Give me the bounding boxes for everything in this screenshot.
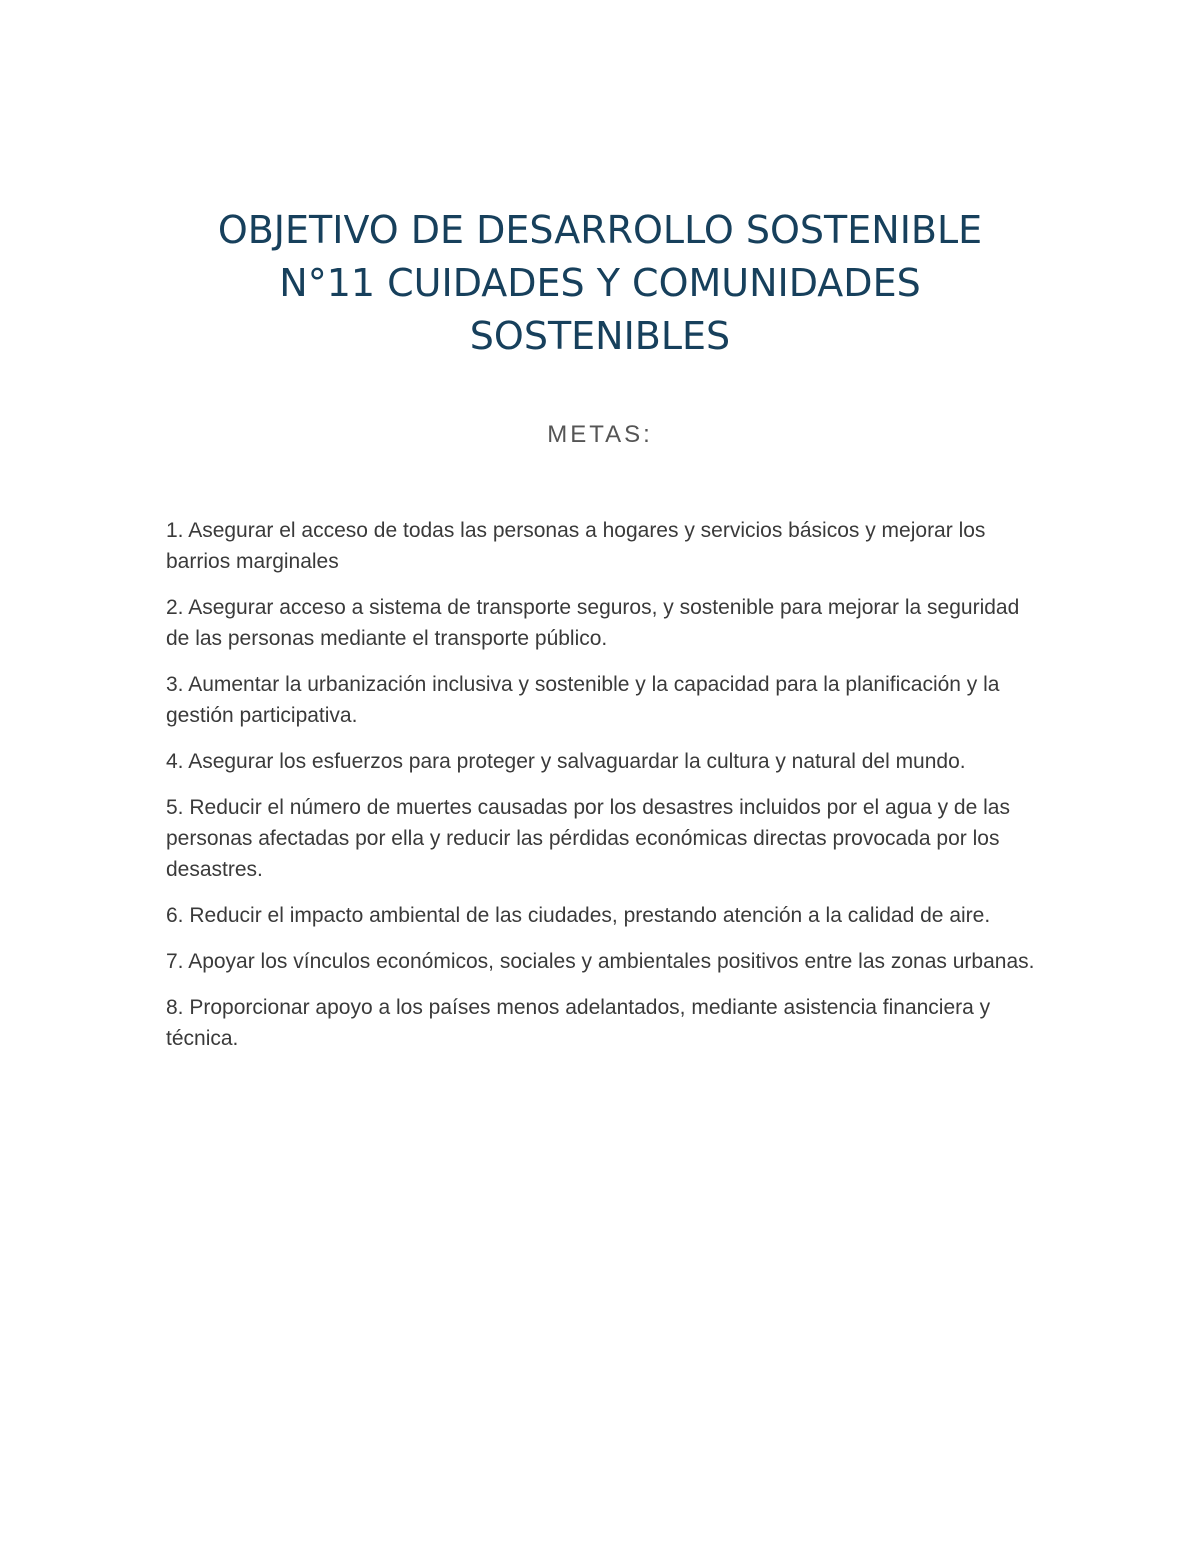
document-title <box>150 204 1050 363</box>
goal-item-5: 5. Reducir el número de muertes causadas por los desastres incluidos por el agua y de las personas afectadas por ella y reducir las pérdidas económicas directas provocada por los desastres. <box>166 796 1010 881</box>
goal-item-2: 2. Asegurar acceso a sistema de transporte seguros, y sostenible para mejorar la seguridad de las personas mediante el transporte público. <box>166 596 1020 650</box>
goal-item-6: 6. Reducir el impacto ambiental de las ciudades, prestando atención a la calidad de aire. <box>166 904 991 927</box>
title-line-2: N°11 CUIDADES Y COMUNIDADES <box>279 261 921 305</box>
title-line-3: SOSTENIBLES <box>469 314 731 358</box>
goal-item-8: 8. Proporcionar apoyo a los países menos adelantados, mediante asistencia financiera y técnica. <box>166 996 991 1050</box>
goal-item-1: 1. Asegurar el acceso de todas las personas a hogares y servicios básicos y mejorar los barrios marginales <box>166 519 986 573</box>
title-line-1: OBJETIVO DE DESARROLLO SOSTENIBLE <box>217 208 983 252</box>
goal-item-3: 3. Aumentar la urbanización inclusiva y sostenible y la capacidad para la planificación y la gestión participativa. <box>166 673 1000 727</box>
goal-item-4: 4. Asegurar los esfuerzos para proteger y salvaguardar la cultura y natural del mundo. <box>166 750 966 773</box>
metas-heading: METAS: <box>547 421 653 448</box>
goal-item-7: 7. Apoyar los vínculos económicos, sociales y ambientales positivos entre las zonas urbanas. <box>166 950 1035 973</box>
goals-list <box>166 515 1046 1069</box>
